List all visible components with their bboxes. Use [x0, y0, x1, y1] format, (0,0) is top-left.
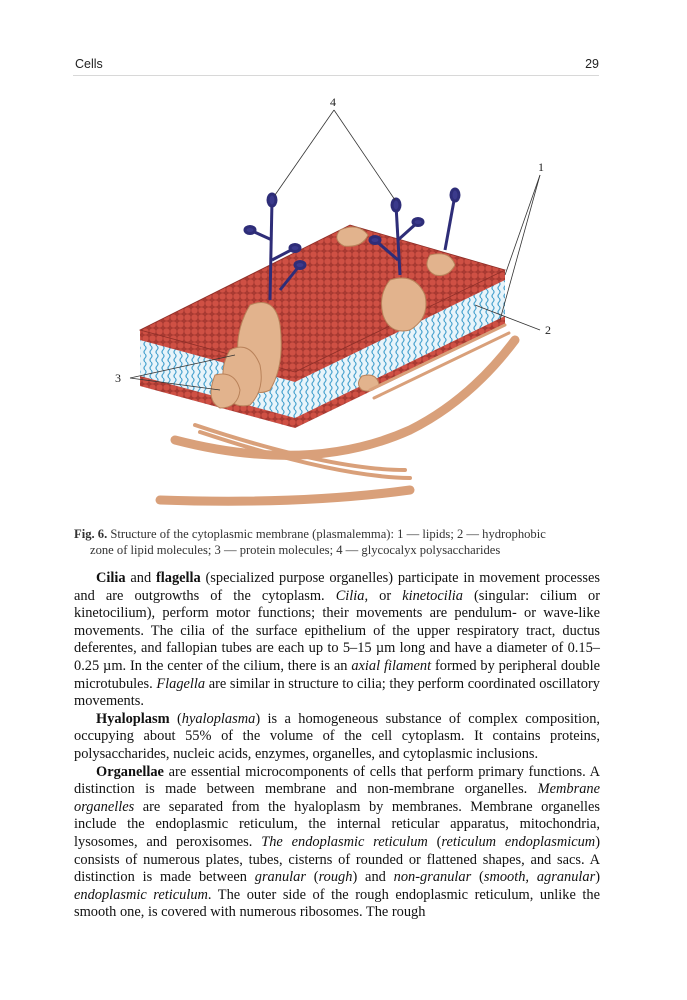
caption-text-line2: zone of lipid molecules; 3 — protein molecules; 4 — glycocalyx polysaccharides [90, 542, 501, 557]
label-4: 4 [330, 95, 336, 109]
running-header [73, 57, 599, 76]
label-3: 3 [115, 371, 121, 385]
label-2: 2 [545, 323, 551, 337]
paragraph-hyaloplasm: Hyaloplasm (hyaloplasma) is a homogeneous substance of complex composition, occupying about 55% of the volume of the cell cytoplasm. It contains proteins, polysaccharides, nucleic acids, enzymes, organelles, and cytoplasmic inclusions. [74, 710, 600, 762]
caption-text-line1: Structure of the cytoplasmic membrane (plasmalemma): 1 — lipids; 2 — hydrophobic [110, 527, 546, 541]
caption-figure-number: Fig. 6. [74, 527, 108, 541]
membrane-illustration [100, 90, 570, 520]
protein-right [382, 278, 426, 331]
paragraph-cilia: Cilia and flagella (specialized purpose organelles) participate in movement processes and are outgrowths of the cytoplasm. Cilia, or kinetocilia (singular: cilium or kinetocilium), perform motor functions; their movements are pendulum- or wave-like movements. The cilia of the surface epithelium of the upper respiratory tract, ductus deferentes, and fallopian tubes are each up to 5–15 µm long and have a diameter of 0.15–0.25 µm. In the center of the cilium, there is an axial filament formed by peripheral double microtubules. Flagella are similar in structure to cilia; they perform coordinated oscillatory movements. [74, 570, 600, 710]
label-1: 1 [538, 160, 544, 174]
figure-caption [74, 527, 600, 558]
page-number: 29 [585, 57, 599, 71]
section-title: Cells [75, 57, 103, 71]
paragraph-organellae: Organellae are essential microcomponents of cells that perform primary functions. A distinction is made between membrane and non-membrane organelles. Membrane organelles are separated from the hyaloplasm by membranes. Membrane organelles include the endoplasmic reticulum, the internal reticular apparatus, mitochondria, lysosomes, and peroxisomes. The endoplasmic reticulum (reticulum endoplasmicum) consists of numerous plates, tubes, cisterns of rounded or flattened shapes, and sacs. A distinction is made between granular (rough) and non-granular (smooth, agranular) endoplasmic reticulum. The outer side of the rough endoplasmic reticulum, unlike the smooth one, is covered with numerous ribosomes. The rough [74, 763, 601, 921]
lipid-bilayer [140, 225, 505, 428]
body-text [74, 570, 600, 922]
membrane-figure [100, 90, 570, 520]
